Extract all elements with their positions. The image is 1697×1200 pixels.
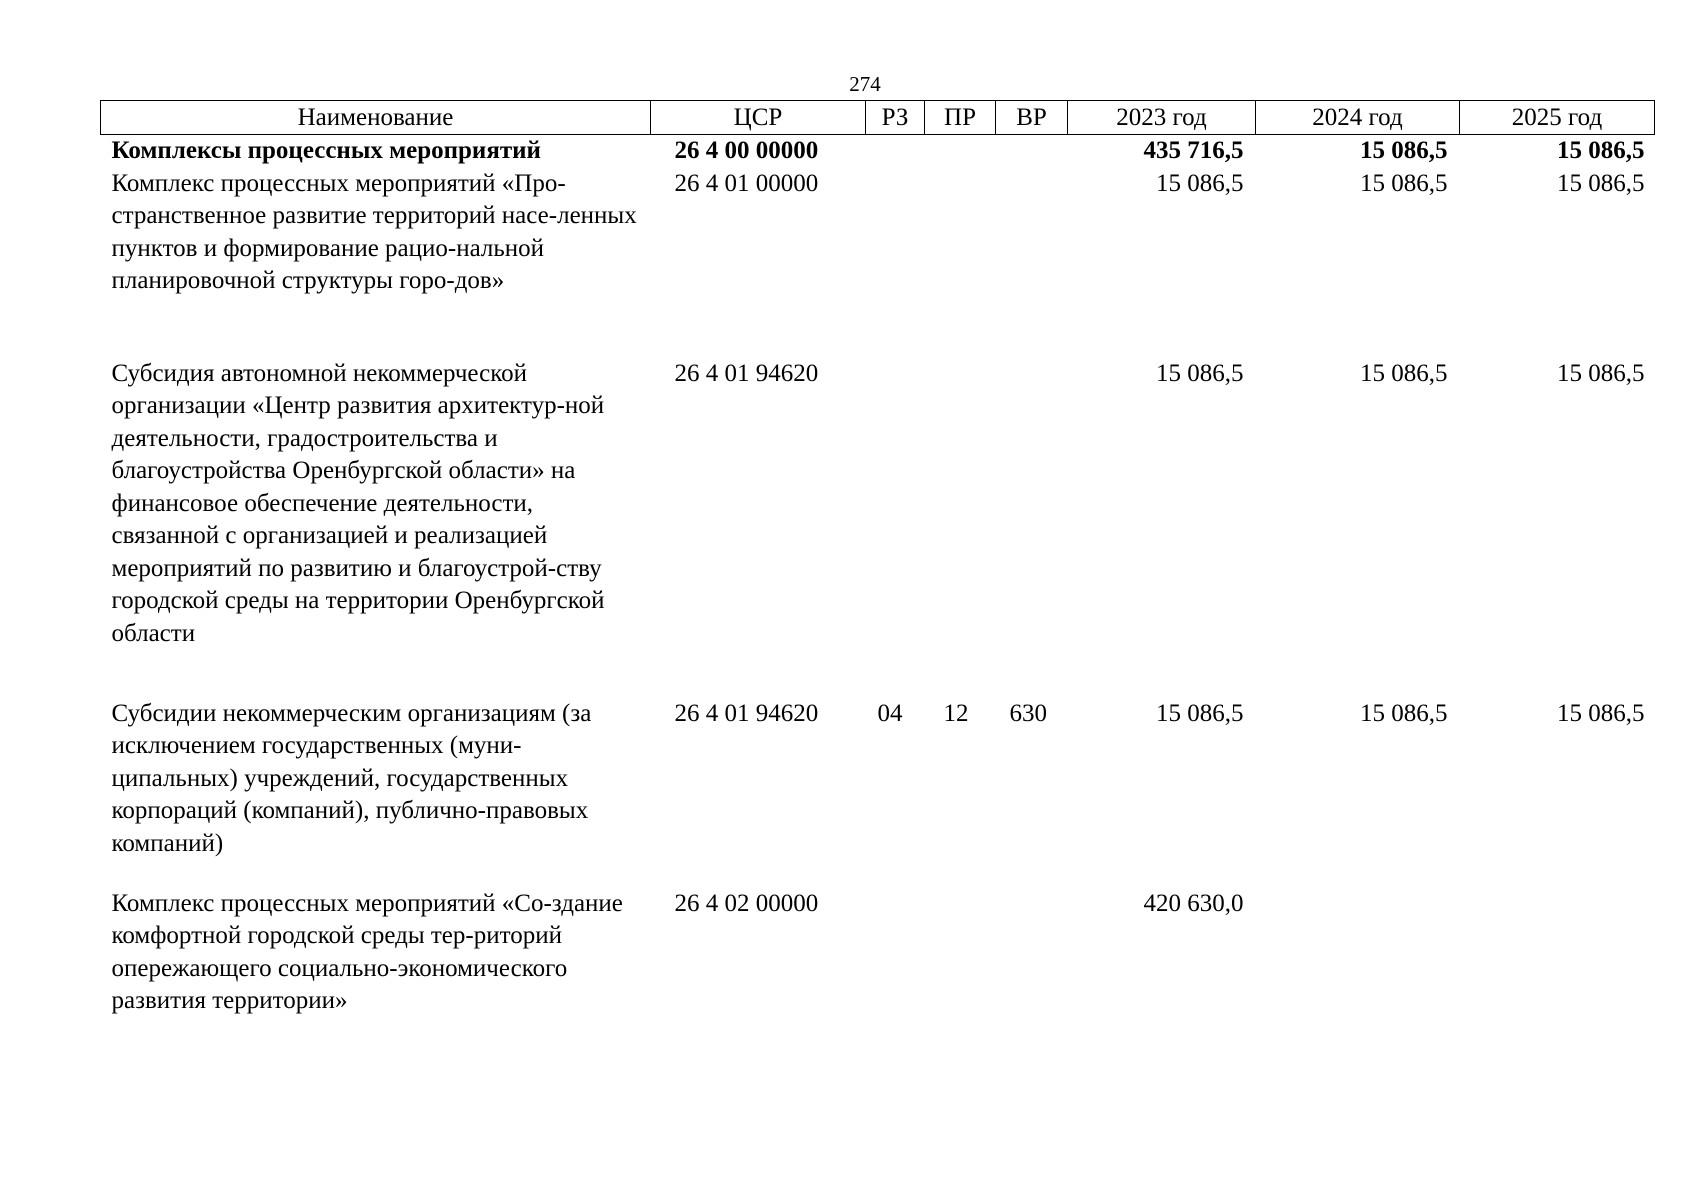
row-vr: 630 bbox=[1009, 699, 1047, 727]
row-2023: 435 716,5 bbox=[1143, 137, 1244, 164]
table-row bbox=[101, 135, 1655, 168]
row-pr bbox=[925, 358, 996, 698]
row-name: Субсидия автономной некоммерческой организации «Центр развития архитектур-ной деятельности, градостроительства и благоустройства Оренбургской области» на финансовое обеспечение деятельности, связанной с организацией и реализацией мероприятий по развитию и благоустрой-ству городской среды на территории Оренбургской области bbox=[111, 359, 605, 647]
row-name: Комплекс процессных мероприятий «Со-здание комфортной городской среды тер-риторий опережающего социально-экономического развития территории» bbox=[111, 889, 623, 1014]
header-pr: ПР bbox=[925, 101, 996, 135]
row-name: Комплексы процессных мероприятий bbox=[111, 137, 541, 164]
row-rz bbox=[866, 358, 925, 698]
row-csr: 26 4 01 94620 bbox=[674, 359, 819, 387]
row-2024 bbox=[1256, 888, 1460, 1018]
row-vr bbox=[996, 888, 1068, 1018]
row-2024: 15 086,5 bbox=[1360, 699, 1448, 727]
row-2023: 15 086,5 bbox=[1156, 699, 1244, 727]
row-2024: 15 086,5 bbox=[1360, 359, 1448, 387]
row-2023: 420 630,0 bbox=[1143, 889, 1244, 917]
row-2024: 15 086,5 bbox=[1360, 137, 1448, 164]
table-row bbox=[101, 358, 1655, 698]
page-number: 274 bbox=[849, 72, 881, 96]
row-csr: 26 4 00 00000 bbox=[674, 137, 819, 164]
table-row bbox=[101, 698, 1655, 888]
header-csr: ЦСР bbox=[651, 101, 866, 135]
header-name: Наименование bbox=[101, 101, 651, 135]
row-pr: 12 bbox=[943, 699, 969, 727]
row-2025: 15 086,5 bbox=[1557, 169, 1645, 197]
row-2023: 15 086,5 bbox=[1156, 169, 1244, 197]
row-vr bbox=[996, 168, 1068, 358]
row-csr: 26 4 01 94620 bbox=[674, 699, 819, 727]
header-rz: РЗ bbox=[866, 101, 925, 135]
row-csr: 26 4 01 00000 bbox=[674, 169, 819, 197]
row-vr bbox=[996, 358, 1068, 698]
row-pr bbox=[925, 168, 996, 358]
row-pr bbox=[925, 888, 996, 1018]
row-2025: 15 086,5 bbox=[1557, 699, 1645, 727]
table-row bbox=[101, 888, 1655, 1018]
row-2023: 15 086,5 bbox=[1156, 359, 1244, 387]
row-2025: 15 086,5 bbox=[1557, 137, 1645, 164]
row-rz bbox=[866, 168, 925, 358]
header-vr: ВР bbox=[996, 101, 1068, 135]
table-header bbox=[101, 101, 1655, 135]
row-rz bbox=[866, 888, 925, 1018]
row-rz: 04 bbox=[877, 699, 903, 727]
row-name: Комплекс процессных мероприятий «Про-странственное развитие территорий насе-ленных пунктов и формирование рацио-нальной планировочной структуры горо-дов» bbox=[111, 169, 637, 294]
header-2024: 2024 год bbox=[1256, 101, 1460, 135]
table-row bbox=[101, 168, 1655, 358]
row-2025: 15 086,5 bbox=[1557, 359, 1645, 387]
row-csr: 26 4 02 00000 bbox=[674, 889, 819, 917]
row-pr bbox=[925, 135, 996, 168]
header-2023: 2023 год bbox=[1068, 101, 1256, 135]
budget-table bbox=[100, 100, 1655, 1018]
header-2025: 2025 год bbox=[1460, 101, 1655, 135]
row-rz bbox=[866, 135, 925, 168]
row-name: Субсидии некоммерческим организациям (за исключением государственных (муни-ципальных) учреждений, государственных корпораций (компаний), публично-правовых компаний) bbox=[111, 699, 592, 857]
row-2024: 15 086,5 bbox=[1360, 169, 1448, 197]
row-2025 bbox=[1460, 888, 1655, 1018]
row-vr bbox=[996, 135, 1068, 168]
